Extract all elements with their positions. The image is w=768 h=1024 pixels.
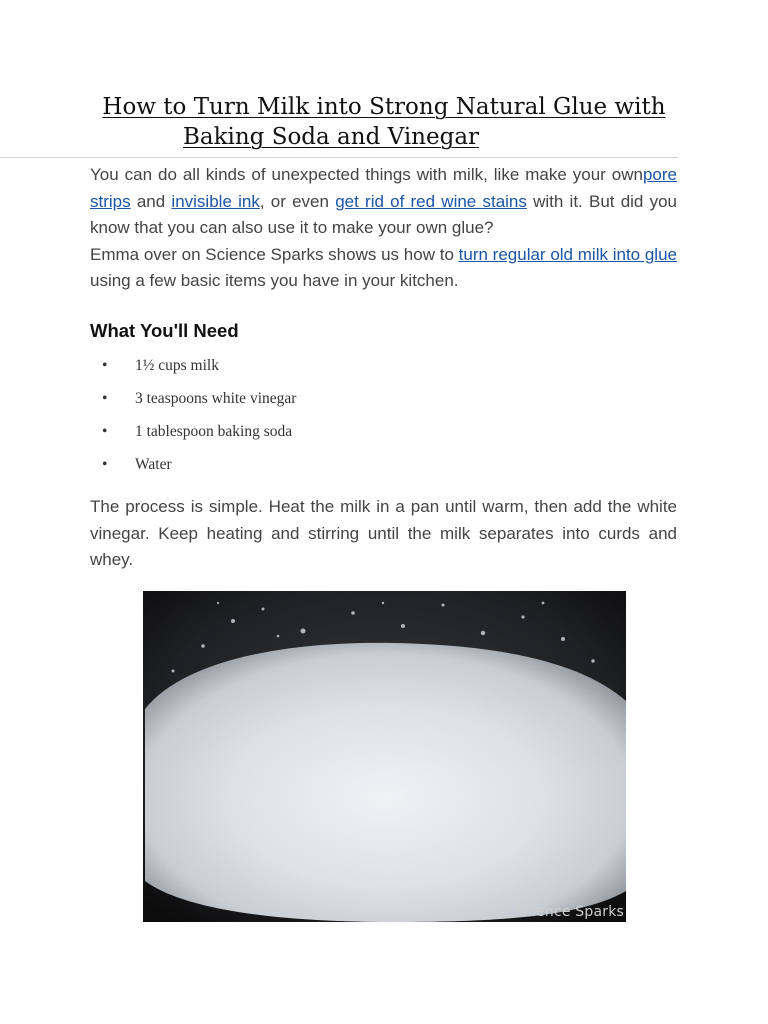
list-item xyxy=(90,418,296,451)
curds-in-pan-image xyxy=(143,591,626,922)
article-title xyxy=(0,92,768,152)
intro-text-1: You can do all kinds of unexpected things with milk, like make your own xyxy=(90,165,643,184)
ingredient-text: 1½ cups milk xyxy=(135,357,219,374)
bullet-icon: • xyxy=(102,456,108,473)
intro-text-6: using a few basic items you have in your kitchen. xyxy=(90,271,459,290)
ingredients-list xyxy=(90,352,296,484)
bullet-icon: • xyxy=(102,390,108,407)
bullet-icon: • xyxy=(102,423,108,440)
list-item xyxy=(90,385,296,418)
photo-watermark: Science Sparks xyxy=(514,904,624,920)
what-youll-need-heading: What You'll Need xyxy=(90,320,239,341)
intro-text-4: with it. But did you know that you can also use it to make your own glue? xyxy=(90,191,678,237)
intro-text-3: , or even xyxy=(259,191,336,211)
ingredient-text: Water xyxy=(135,456,172,473)
article-title-line-2: Baking Soda and Vinegar xyxy=(182,124,480,150)
list-item xyxy=(90,451,296,484)
ingredient-text: 1 tablespoon baking soda xyxy=(135,423,293,440)
intro-paragraph xyxy=(90,162,677,295)
intro-text-5: Emma over on Science Sparks shows us how to xyxy=(90,244,459,264)
invisible-ink-link[interactable]: invisible ink xyxy=(171,191,260,211)
process-paragraph: The process is simple. Heat the milk in a pan until warm, then add the white vinegar. Keep heating and stirring until the milk separates into curds and whey. xyxy=(90,497,677,569)
intro-text-2: and xyxy=(130,191,172,211)
bullet-icon: • xyxy=(102,357,108,374)
article-title-line-1: How to Turn Milk into Strong Natural Glue with xyxy=(102,94,666,120)
curds-photo xyxy=(143,591,626,922)
milk-into-glue-link[interactable]: turn regular old milk into glue xyxy=(458,244,677,264)
ingredient-text: 3 teaspoons white vinegar xyxy=(135,390,297,407)
title-divider xyxy=(0,157,678,158)
pore-strips-link[interactable]: pore strips xyxy=(90,165,677,211)
list-item xyxy=(90,352,296,385)
red-wine-stains-link[interactable]: get rid of red wine stains xyxy=(335,191,527,211)
